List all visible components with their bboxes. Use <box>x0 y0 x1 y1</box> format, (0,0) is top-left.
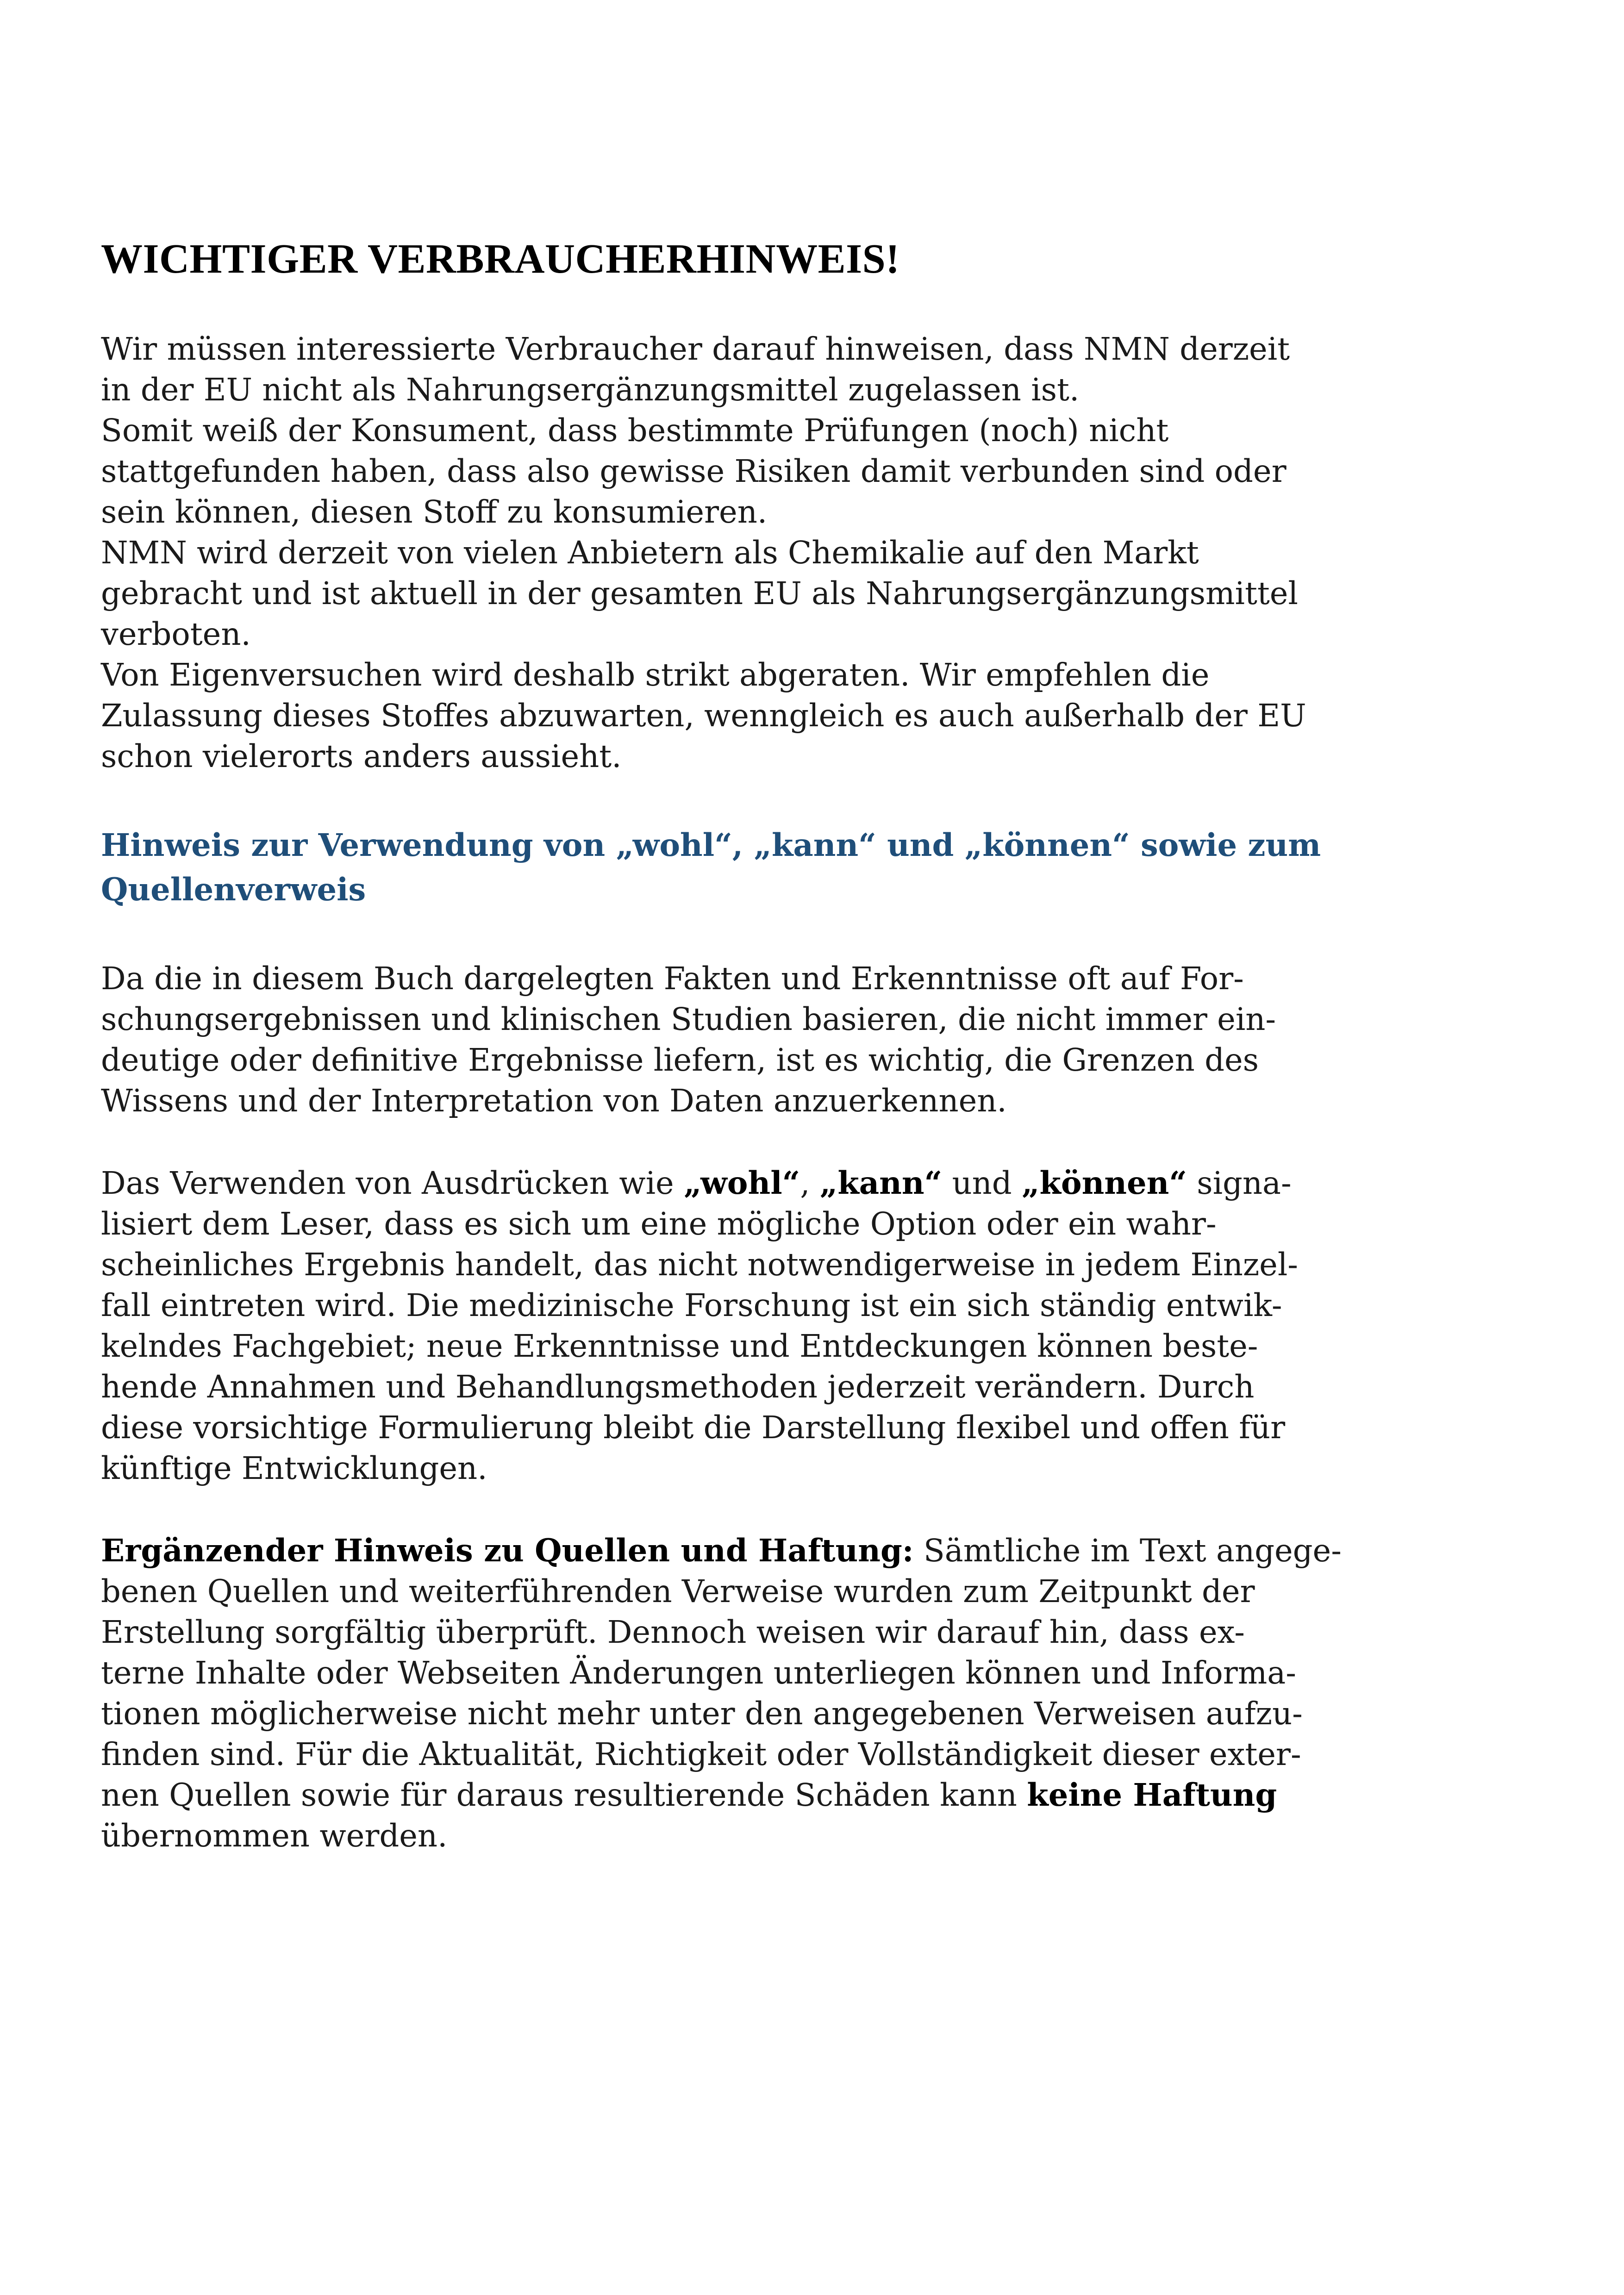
text-line <box>101 1530 1490 1571</box>
liability-lead: Ergänzender Hinweis zu Quellen und Haftung: <box>101 1532 914 1569</box>
text-line: finden sind. Für die Aktualität, Richtigkeit oder Vollständigkeit dieser exter- <box>101 1736 1301 1772</box>
text-line: Somit weiß der Konsument, dass bestimmte Prüfungen (noch) nicht <box>101 412 1169 449</box>
text-line: Von Eigenversuchen wird deshalb strikt abgeraten. Wir empfehlen die <box>101 657 1210 693</box>
page-title: WICHTIGER VERBRAUCHERHINWEIS! <box>101 236 900 282</box>
text-line: tionen möglicherweise nicht mehr unter den angegebenen Verweisen aufzu- <box>101 1696 1303 1732</box>
text-line: diese vorsichtige Formulierung bleibt die Darstellung flexibel und offen für <box>101 1409 1286 1446</box>
text-line: übernommen werden. <box>101 1818 448 1854</box>
spacer <box>101 777 1490 823</box>
text-line <box>101 1775 1490 1815</box>
text-line: Zulassung dieses Stoffes abzuwarten, wenngleich es auch außerhalb der EU <box>101 698 1306 734</box>
emphasis-keine-haftung: keine Haftung <box>1027 1777 1277 1813</box>
section-heading-line: Hinweis zur Verwendung von „wohl“, „kann“ und „können“ sowie zum <box>101 827 1321 863</box>
spacer <box>101 1489 1490 1530</box>
text-line: Wissens und der Interpretation von Daten anzuerkennen. <box>101 1083 1007 1119</box>
text-line: in der EU nicht als Nahrungsergänzungsmittel zugelassen ist. <box>101 372 1080 408</box>
text-line <box>101 1163 1490 1204</box>
emphasis-kann: „kann“ <box>819 1165 943 1201</box>
text-line: gebracht und ist aktuell in der gesamten EU als Nahrungsergänzungsmittel <box>101 575 1298 611</box>
text-line: NMN wird derzeit von vielen Anbietern als Chemikalie auf den Markt <box>101 535 1199 571</box>
text-line: Wir müssen interessierte Verbraucher darauf hinweisen, dass NMN derzeit <box>101 331 1290 367</box>
text-fragment: , <box>800 1165 820 1201</box>
text-fragment: Das Verwenden von Ausdrücken wie <box>101 1165 684 1201</box>
spacer <box>101 1121 1490 1163</box>
spacer <box>101 912 1490 958</box>
usage-paragraph <box>101 1163 1490 1489</box>
text-fragment: Sämtliche im Text angege- <box>913 1533 1342 1569</box>
emphasis-koennen: „können“ <box>1021 1165 1187 1201</box>
section-heading-line: Quellenverweis <box>101 871 366 908</box>
text-line: Da die in diesem Buch dargelegten Fakten und Erkenntnisse oft auf For- <box>101 960 1244 997</box>
text-line: schon vielerorts anders aussieht. <box>101 738 622 774</box>
text-line: verboten. <box>101 616 251 652</box>
consumer-notice-paragraph <box>101 329 1490 777</box>
emphasis-wohl: „wohl“ <box>683 1165 800 1201</box>
text-line: sein können, diesen Stoff zu konsumieren. <box>101 494 768 530</box>
text-line: kelndes Fachgebiet; neue Erkenntnisse und Entdeckungen können beste- <box>101 1328 1258 1364</box>
text-line: schungsergebnissen und klinischen Studien basieren, die nicht immer ein- <box>101 1001 1276 1037</box>
text-line: Erstellung sorgfältig überprüft. Dennoch weisen wir darauf hin, dass ex- <box>101 1614 1245 1650</box>
text-fragment: signa- <box>1187 1165 1292 1201</box>
text-line: fall eintreten wird. Die medizinische Forschung ist ein sich ständig entwik- <box>101 1287 1282 1323</box>
text-line: benen Quellen und weiterführenden Verweise wurden zum Zeitpunkt der <box>101 1573 1255 1609</box>
facts-paragraph <box>101 958 1490 1121</box>
text-line: scheinliches Ergebnis handelt, das nicht notwendigerweise in jedem Einzel- <box>101 1247 1298 1283</box>
liability-paragraph <box>101 1530 1490 1856</box>
document-page <box>101 231 1490 1856</box>
section-heading <box>101 823 1490 912</box>
text-line: stattgefunden haben, dass also gewisse Risiken damit verbunden sind oder <box>101 453 1287 489</box>
text-line: terne Inhalte oder Webseiten Änderungen unterliegen können und Informa- <box>101 1655 1296 1691</box>
text-line: hende Annahmen und Behandlungsmethoden jederzeit verändern. Durch <box>101 1369 1255 1405</box>
text-line: lisiert dem Leser, dass es sich um eine mögliche Option oder ein wahr- <box>101 1206 1217 1242</box>
text-fragment: nen Quellen sowie für daraus resultierende Schäden kann <box>101 1777 1027 1813</box>
text-line: künftige Entwicklungen. <box>101 1450 487 1486</box>
text-line: deutige oder definitive Ergebnisse liefern, ist es wichtig, die Grenzen des <box>101 1042 1259 1078</box>
text-fragment: und <box>942 1165 1022 1201</box>
